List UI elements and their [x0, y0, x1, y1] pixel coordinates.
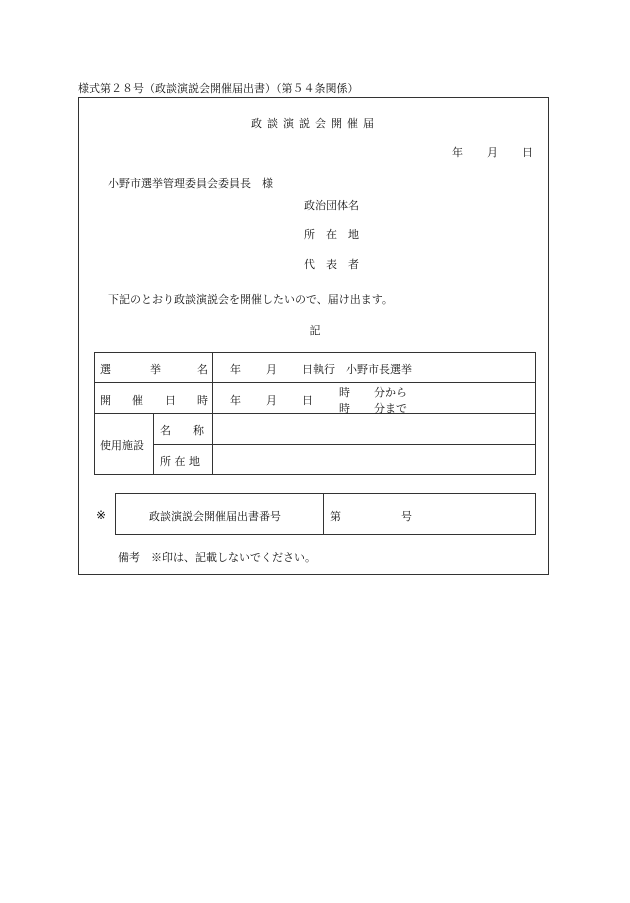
table-border-top [94, 352, 536, 353]
facility-address-label: 所 在 地 [160, 455, 200, 468]
election-label-2: 挙 [150, 363, 161, 376]
applicant-address-label: 所 在 地 [304, 228, 359, 241]
election-year: 年 [230, 363, 241, 376]
election-name: 日執行 小野市長選挙 [302, 363, 412, 376]
election-month: 月 [266, 363, 277, 376]
facility-label: 使用施設 [100, 439, 144, 452]
office-use-mark: ※ [96, 508, 107, 522]
office-box-bottom [115, 534, 536, 535]
date-day: 日 [522, 146, 533, 159]
form-number-caption: 様式第２８号（政談演説会開催届出書）（第５４条関係） [78, 82, 359, 95]
datetime-label-2: 催 [132, 394, 143, 407]
addressee: 小野市選挙管理委員会委員長 様 [108, 177, 273, 190]
ki-heading: 記 [309, 324, 321, 337]
end-hour: 時 [339, 402, 350, 415]
office-number-dai: 第 [330, 510, 341, 523]
applicant-rep-label: 代 表 者 [304, 258, 359, 271]
table-border-right [535, 352, 536, 475]
office-number-go: 号 [401, 510, 412, 523]
intro-text: 下記のとおり政談演説会を開催したいので、届け出ます。 [108, 293, 393, 306]
office-box-right [535, 493, 536, 535]
datetime-label-4: 時 [197, 394, 208, 407]
election-label-3: 名 [197, 363, 208, 376]
table-row-divider [94, 413, 536, 414]
datetime-label-1: 開 [100, 394, 111, 407]
office-box-divider [323, 493, 324, 535]
start-minute: 分から [374, 386, 407, 399]
table-column-divider [153, 413, 154, 475]
start-hour: 時 [339, 386, 350, 399]
table-border-bottom [94, 474, 536, 475]
office-box-left [115, 493, 116, 535]
election-label-1: 選 [100, 363, 111, 376]
end-minute: 分まで [374, 402, 407, 415]
table-border-left [94, 352, 95, 475]
office-box-top [115, 493, 536, 494]
datetime-day: 日 [302, 394, 313, 407]
remarks-note: 備考 ※印は、記載しないでください。 [118, 551, 316, 564]
applicant-org-label: 政治団体名 [304, 199, 359, 212]
form-title: 政談演説会開催届 [251, 117, 379, 130]
table-row-divider [94, 382, 536, 383]
date-month: 月 [487, 146, 498, 159]
table-column-divider [212, 352, 213, 475]
table-row-divider [153, 444, 536, 445]
facility-name-label: 名 称 [160, 424, 204, 437]
datetime-year: 年 [230, 394, 241, 407]
date-year: 年 [452, 146, 463, 159]
datetime-label-3: 日 [165, 394, 176, 407]
datetime-month: 月 [266, 394, 277, 407]
office-number-label: 政談演説会開催届出書番号 [149, 510, 281, 523]
